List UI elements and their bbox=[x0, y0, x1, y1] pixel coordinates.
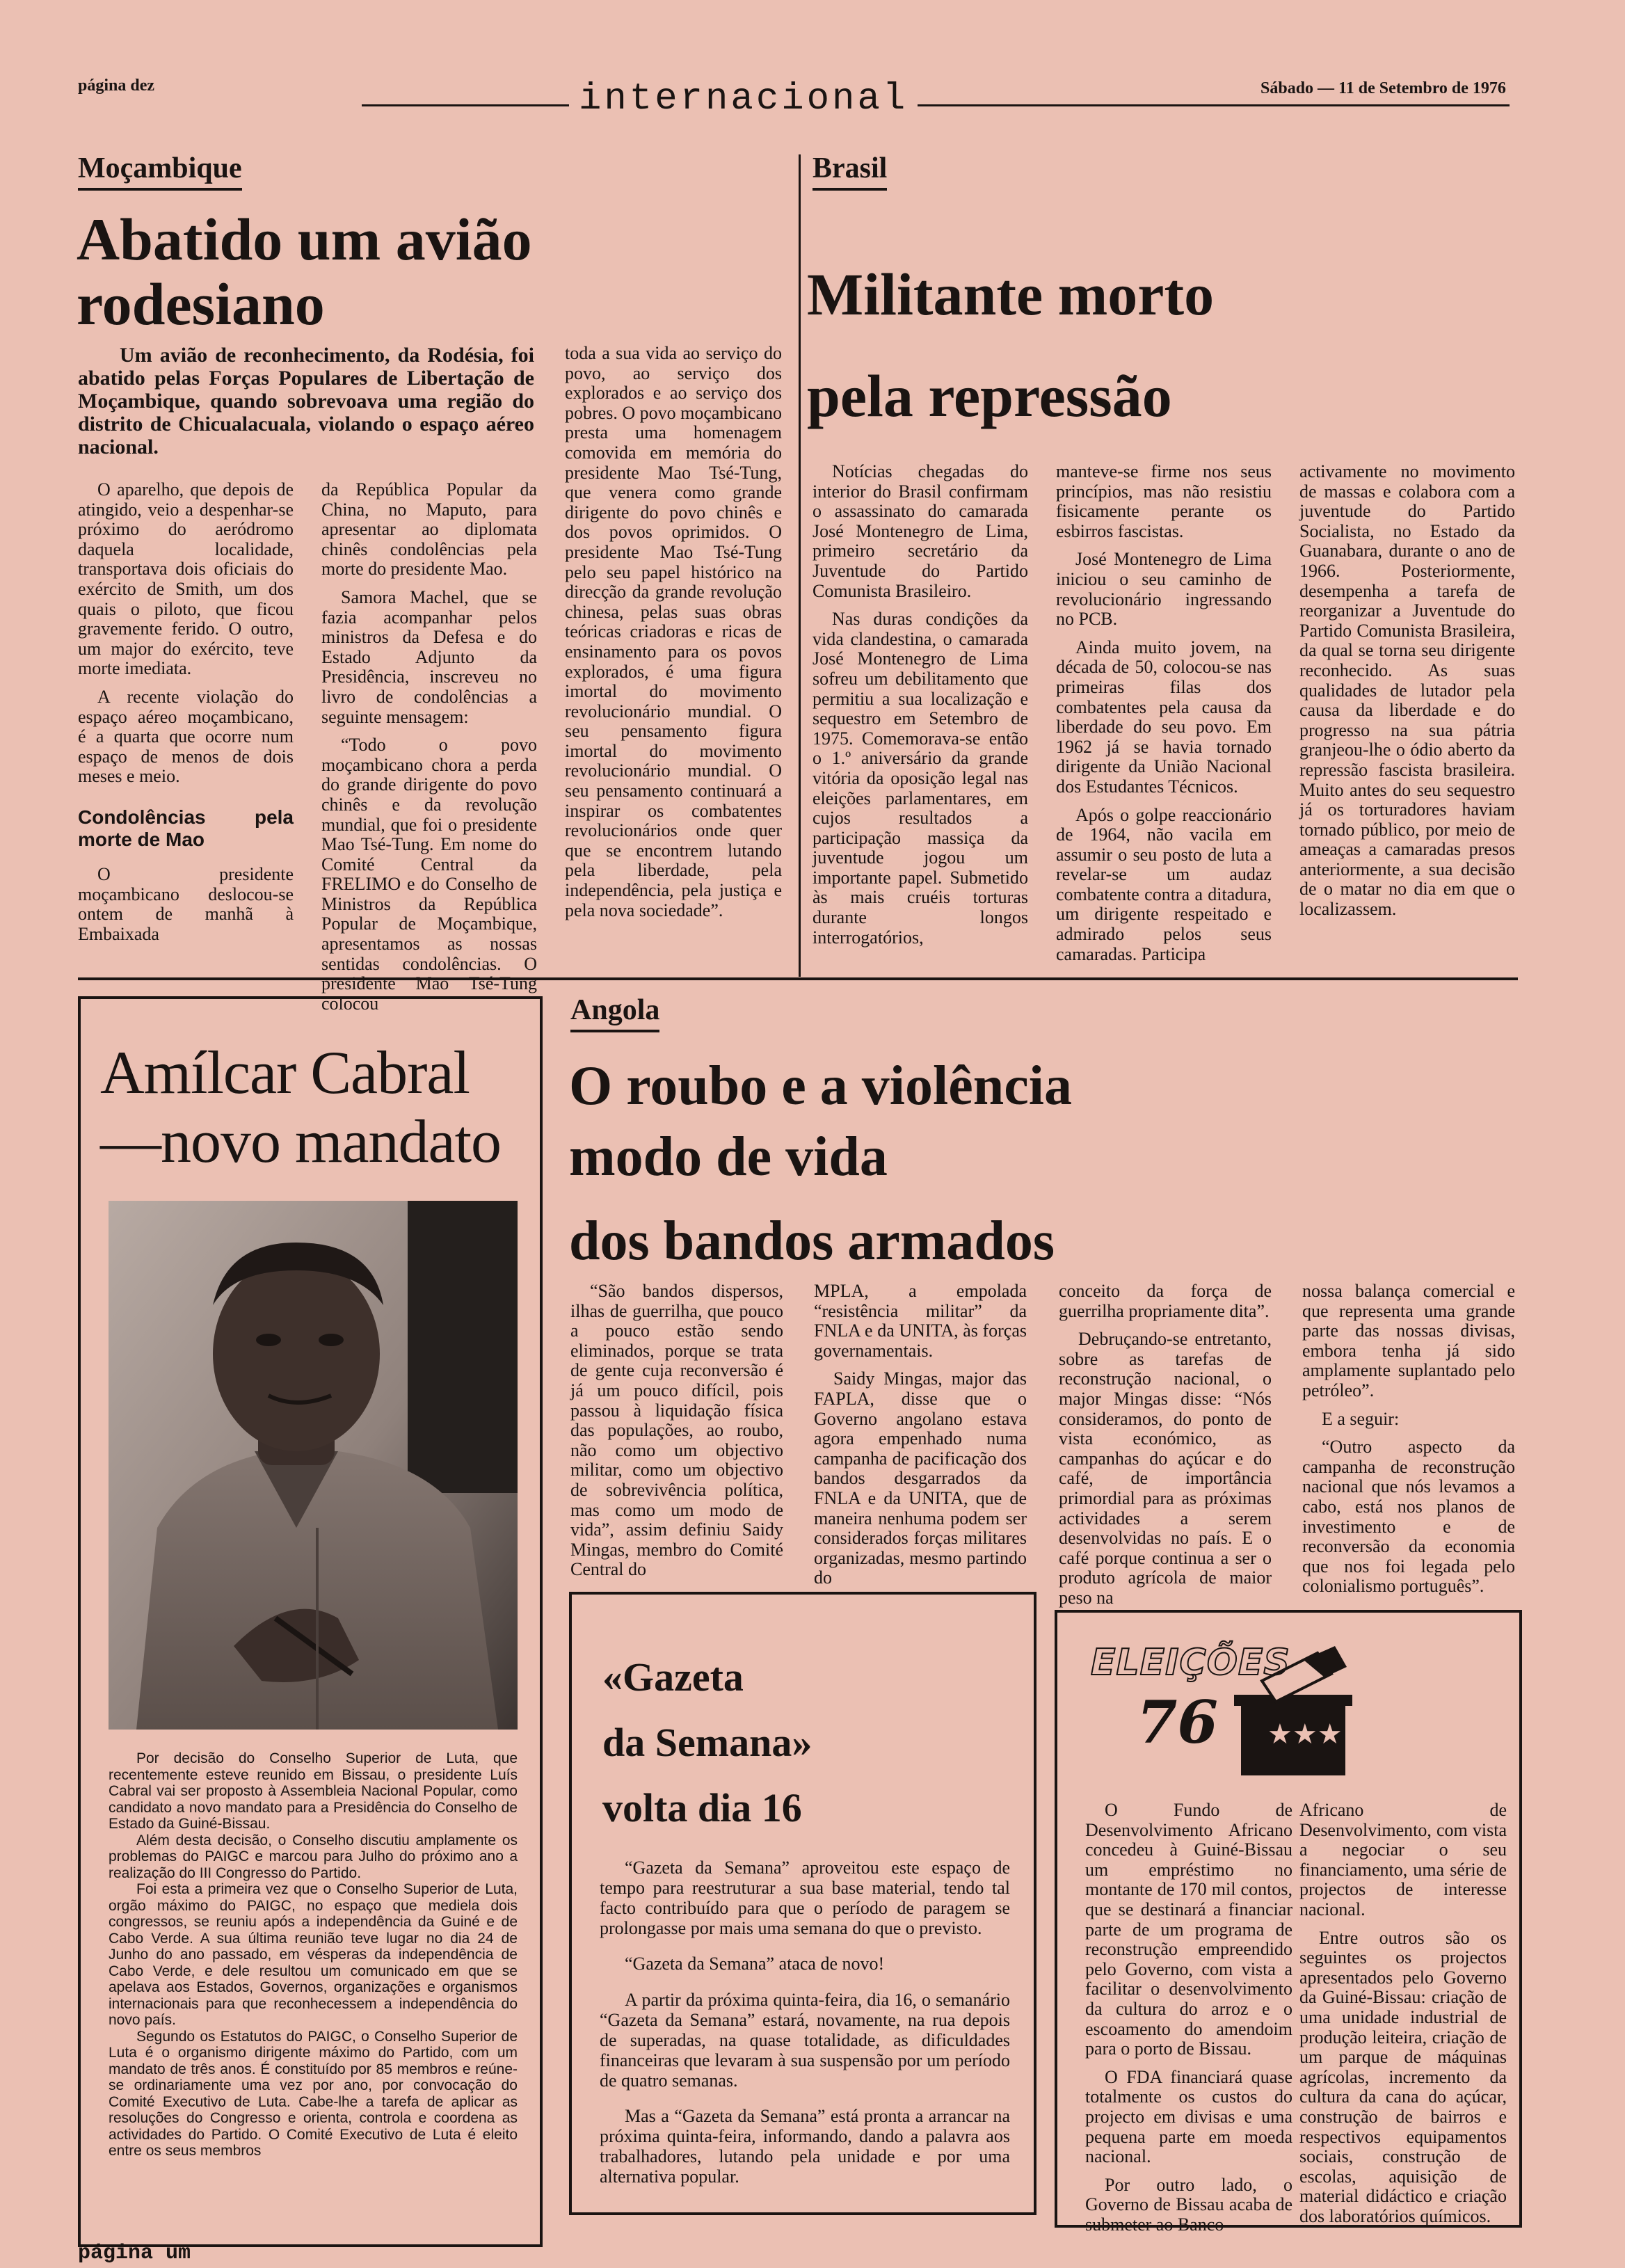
caption-paragraph: Além desta decisão, o Conselho discutiu amplamente os problemas do PAIGC e marcou para Julho do próximo ano a realização do III Congresso do Partido. bbox=[109, 1832, 518, 1881]
article-column bbox=[1059, 1281, 1272, 1608]
footer-page-label: página um bbox=[78, 2242, 191, 2265]
headline-line: Amílcar Cabral bbox=[100, 1039, 470, 1107]
article-column bbox=[1056, 462, 1272, 970]
article-eleicoes-box bbox=[1055, 1610, 1522, 2235]
article-column bbox=[814, 1281, 1027, 1586]
headline-line: Abatido um avião bbox=[77, 206, 532, 273]
headline-brasil bbox=[807, 243, 1214, 447]
paragraph: “Gazeta da Semana” ataca de novo! bbox=[625, 1954, 885, 1974]
horizontal-divider bbox=[78, 977, 1518, 980]
eleicoes-logo-year: 76 bbox=[1137, 1688, 1218, 1757]
paragraph: Debruçando-se entretanto, sobre as tarefas de reconstrução nacional, o major Mingas disse: “Nós consideramos, do ponto de vista económico, as campanhas do açúcar e do café, de importância primordial para as próximas actividades a serem desenvolvidas no país. E o café porque continua a ser o produto agrícola de maior peso na bbox=[1059, 1329, 1272, 1608]
gazeta-body bbox=[600, 1858, 1010, 2202]
masthead-rule bbox=[362, 104, 1510, 106]
caption-paragraph: Foi esta a primeira vez que o Conselho Superior de Luta, orgão máximo do PAIGC, no espaço que mediela dois congressos, se reuniu após a independência da Guiné e de Cabo Verde. A sua última reunião teve lugar no dia 24 de Junho do ano passado, em vésperas da independência de Cabo Verde, e dele resultou um comunicado em que se apelava aos Estados, Governos, organizações e organismos internacionais para que reconhecessem a independência do novo país. bbox=[109, 1881, 518, 2029]
paragraph: “Gazeta da Semana” aproveitou este espaço de tempo para reestruturar a sua base material, tendo tal facto contribuído para que o período de paragem se prolongasse por mais uma semana do que o previsto. bbox=[600, 1858, 1010, 1939]
eleicoes-logo bbox=[1088, 1639, 1359, 1778]
headline-angola bbox=[569, 1051, 1072, 1277]
paragraph: Por outro lado, o Governo de Bissau acaba de submeter ao Banco bbox=[1085, 2174, 1292, 2235]
paragraph: O presidente moçambicano deslocou-se ontem de manhã à Embaixada bbox=[78, 864, 294, 945]
subheading: Condolências pela morte de Mao bbox=[78, 806, 294, 851]
section-masthead: internacional bbox=[569, 78, 918, 120]
paragraph: José Montenegro de Lima iniciou o seu caminho de revolucionário ingressando no PCB. bbox=[1056, 549, 1272, 630]
caption-paragraph: Segundo os Estatutos do PAIGC, o Conselho Superior de Luta é o organismo dirigente máximo do Partido, com um mandato de três anos. É constituído por 85 membros e reúne-se ordinariamente uma vez por ano, por convocação do Comité Executivo de Luta. Cabe-lhe a tarefa de aplicar as resoluções do Congresso e orienta, controla e coordena as actividades do Partido. O Comité Executivo de Luta é eleito entre os seus membros bbox=[109, 2028, 518, 2159]
headline-line: O roubo e a violência bbox=[569, 1055, 1072, 1117]
paragraph: O FDA financiará quase totalmente os custos do projecto em divisas e uma pequena parte em moeda nacional. bbox=[1085, 2066, 1292, 2167]
paragraph: da República Popular da China, no Maputo, para apresentar ao diplomata chinês condolências pela morte do presidente Mao. bbox=[321, 479, 537, 580]
portrait-photo bbox=[109, 1201, 518, 1730]
paragraph: Entre outros são os seguintes os projectos apresentados pelo Governo da Guiné-Bissau: criação de uma unidade industrial de produção leiteira, criação de um parque de máquinas agrícolas, incremento da cultura da cana do açúcar, construção de bairros e respectivos equipamentos sociais, construção de escolas, aquisição de material didáctico e criação dos laboratórios químicos. bbox=[1299, 1927, 1507, 2226]
paragraph: O Fundo de Desenvolvimento Africano concedeu à Guiné-Bissau um empréstimo no montante de 170 mil contos, que se destinará a financiar parte de um programa de reconstrução empreendido pelo Governo, com vista a facilitar o desenvolvimento da cultura do arroz e o escoamento do amendoim para o porto de Bissau. bbox=[1085, 1800, 1292, 2059]
headline-line: modo de vida bbox=[569, 1126, 888, 1188]
article-column bbox=[565, 344, 782, 971]
issue-date: Sábado — 11 de Setembro de 1976 bbox=[1260, 79, 1506, 97]
paragraph: Samora Machel, que se fazia acompanhar pelos ministros da Defesa e do Estado Adjunto da Presidência, inscreveu no livro de condolências a seguinte mensagem: bbox=[321, 586, 537, 727]
article-column bbox=[1299, 462, 1515, 970]
paragraph: “Outro aspecto da campanha de reconstrução nacional que nós levamos a cabo, está nos planos de investimento e de reconversão da economia que nos foi legada pelo colonialismo português”. bbox=[1302, 1437, 1515, 1597]
article-column bbox=[321, 479, 537, 1014]
headline-line: dos bandos armados bbox=[569, 1210, 1055, 1272]
paragraph: conceito da força de guerrilha propriamente dita”. bbox=[1059, 1281, 1272, 1321]
kicker-mozambique: Moçambique bbox=[78, 152, 242, 191]
kicker-brasil: Brasil bbox=[812, 152, 887, 191]
paragraph: manteve-se firme nos seus princípios, mas não resistiu fisicamente perante os esbirros fascistas. bbox=[1056, 461, 1272, 541]
portrait-illustration bbox=[109, 1201, 518, 1730]
article-column bbox=[1085, 1800, 1292, 2235]
paragraph: nossa balança comercial e que representa uma grande parte das nossas divisas, embora tenha já sido amplamente suplantado pelo petróleo”. bbox=[1302, 1281, 1515, 1400]
headline-mozambique bbox=[77, 207, 532, 337]
kicker-angola: Angola bbox=[570, 993, 659, 1032]
headline-line: pela repressão bbox=[807, 362, 1172, 430]
headline-line: volta dia 16 bbox=[602, 1784, 802, 1830]
headline-gazeta bbox=[602, 1645, 812, 1841]
article-column bbox=[812, 462, 1028, 970]
paragraph: Após o golpe reaccionário de 1964, não vacila em assumir o seu posto de luta a revelar-se um audaz combatente contra a ditadura, um dirigente respeitado e admirado pelos seus camaradas. Participa bbox=[1056, 804, 1272, 964]
paragraph: Ainda muito jovem, na década de 50, colocou-se nas primeiras filas dos combatentes pela causa da liberdade do seu povo. Em 1962 já se havia tornado dirigente da União Nacional dos Estudantes Técnicos. bbox=[1056, 637, 1272, 797]
paragraph: MPLA, a empolada “resistência militar” da FNLA e da UNITA, às forças governamentais. bbox=[814, 1281, 1027, 1361]
paragraph: A partir da próxima quinta-feira, dia 16, o semanário “Gazeta da Semana” estará, novamente, na rua depois de superadas, na quase totalidade, as dificuldades financeiras que levaram à sua suspensão por um período de quatro semanas. bbox=[600, 1989, 1010, 2091]
paragraph: Saidy Mingas, major das FAPLA, disse que o Governo angolano estava agora empenhado numa campanha de pacificação dos bandos desgarrados da FNLA e da UNITA, que de maneira nenhuma podem ser considerados forças militares organizadas, mesmo partindo do bbox=[814, 1368, 1027, 1588]
column-divider bbox=[799, 154, 801, 977]
headline-line: Militante morto bbox=[807, 261, 1215, 328]
caption-paragraph: Por decisão do Conselho Superior de Luta, que recentemente esteve reunido em Bissau, o presidente Luís Cabral vai ser proposto à Assembleia Nacional Popular, como candidato a novo mandato para a Presidência do Conselho de Estado da Guiné-Bissau. bbox=[109, 1750, 518, 1832]
photo-caption bbox=[109, 1750, 518, 2237]
paragraph: “Todo o povo moçambicano chora a perda do grande dirigente do povo chinês e da revolução mundial, que foi o presidente Mao Tsé-Tung. Em nome do Comité Central da FRELIMO e do Conselho de Ministros da República Popular de Moçambique, apresentamos as nossas sentidas condolências. O presidente Mao Tsé-Tung colocou bbox=[321, 735, 537, 1014]
paragraph: “São bandos dispersos, ilhas de guerrilha, que pouco a pouco estão sendo eliminados, porque se trata de gente cuja reconversão é já um pouco difícil, pois passou à liquidação física das populações, ao roubo, não como um objectivo militar, como um objectivo de sobrevivência política, mas como um modo de vida”, assim definiu Saidy Mingas, membro do Comité Central do bbox=[570, 1281, 783, 1580]
paragraph: Mas a “Gazeta da Semana” está pronta a arrancar na próxima quinta-feira, informando, dando a palavra aos trabalhadores, lutando pela unidade e por uma alternativa popular. bbox=[600, 2106, 1010, 2187]
paragraph: toda a sua vida ao serviço do povo, ao serviço dos explorados e ao serviço dos pobres. O povo moçambicano presta uma homenagem comovida em memória do presidente Mao Tsé-Tung, que venera como grande dirigente do povo chinês e dos povos oprimidos. O presidente Mao Tsé-Tung pelo seu papel histórico na direcção da grande revolução chinesa, pelas suas obras teóricas criadoras e ricas de ensinamento para os povos explorados, é uma figura imortal do movimento revolucionário mundial. O seu pensamento figura imortal do movimento revolucionário mundial. O seu pensamento continuará a inspirar os combatentes revolucionários onde quer que se encontrem lutando pela liberdade, pela independência, pela justiça e pela nova sociedade”. bbox=[565, 343, 782, 920]
lead-paragraph: Um avião de reconhecimento, da Rodésia, foi abatido pelas Forças Populares de Libertação de Moçambique, quando sobrevoava uma região do distrito de Chicualacuala, violando o espaço aéreo nacional. bbox=[78, 344, 534, 458]
eleicoes-logo-word: ELEIÇÕES bbox=[1091, 1642, 1290, 1684]
article-column bbox=[1302, 1281, 1515, 1597]
headline-line: —novo mandato bbox=[100, 1108, 502, 1176]
paragraph: E a seguir: bbox=[1322, 1408, 1400, 1429]
paragraph: Notícias chegadas do interior do Brasil confirmam o assassinato do camarada José Montenegro de Lima, primeiro secretário da Juventude do Partido Comunista Brasileiro. bbox=[812, 461, 1028, 601]
article-column bbox=[78, 480, 294, 971]
article-column bbox=[1299, 1800, 1507, 2226]
paragraph: Nas duras condições da vida clandestina, o camarada José Montenegro de Lima sofreu um debilitamento que permitiu a sua localização e sequestro em Setembro de 1975. Comemorava-se então o 1.º aniversário da grande vitória da oposição legal nas eleições parlamentares, em cujos resultados a participação massiça da juventude jogou um importante papel. Submetido às mais cruéis torturas durante longos interrogatórios, bbox=[812, 609, 1028, 948]
paragraph: A recente violação do espaço aéreo moçambicano, é a quarta que ocorre num espaço de menos de dois meses e meio. bbox=[78, 686, 294, 787]
article-gazeta-box bbox=[569, 1592, 1036, 2215]
headline-line: da Semana» bbox=[602, 1719, 812, 1765]
svg-text:★★★: ★★★ bbox=[1267, 1718, 1343, 1750]
paragraph: Africano de Desenvolvimento, com vista a negociar o seu financiamento, uma série de projectos de interesse nacional. bbox=[1299, 1800, 1507, 1919]
article-column bbox=[570, 1281, 783, 1586]
paragraph: activamente no movimento de massas e colabora com a juventude do Partido Socialista, no Estado da Guanabara, durante o ano de 1966. Posteriormente, desempenha a tarefa de reorganizar a Juventude do Partido Comunista Brasileira, da qual se torna seu dirigente reconhecido. As suas qualidades de lutador pela causa da liberdade e do progresso na sua pátria granjeou-lhe o ódio aberto da repressão fascista brasileira. Muito antes do seu sequestro já os torturadores haviam tornado público, por meio de ameaças a camaradas presos anteriormente, a sua decisão de o matar no dia em que o localizassem. bbox=[1299, 461, 1515, 920]
paragraph: O aparelho, que depois de atingido, veio a despenhar-se próximo do aeródromo daquela localidade, transportava dois oficiais do exército de Smith, um dos quais o piloto, que ficou gravemente ferido. O outro, um major do exército, teve morte imediata. bbox=[78, 479, 294, 679]
headline-line: «Gazeta bbox=[602, 1654, 744, 1700]
headline-cabral bbox=[100, 1039, 501, 1176]
article-cabral-box bbox=[78, 996, 543, 2247]
headline-line: rodesiano bbox=[77, 270, 325, 337]
page-number-label: página dez bbox=[78, 77, 155, 95]
